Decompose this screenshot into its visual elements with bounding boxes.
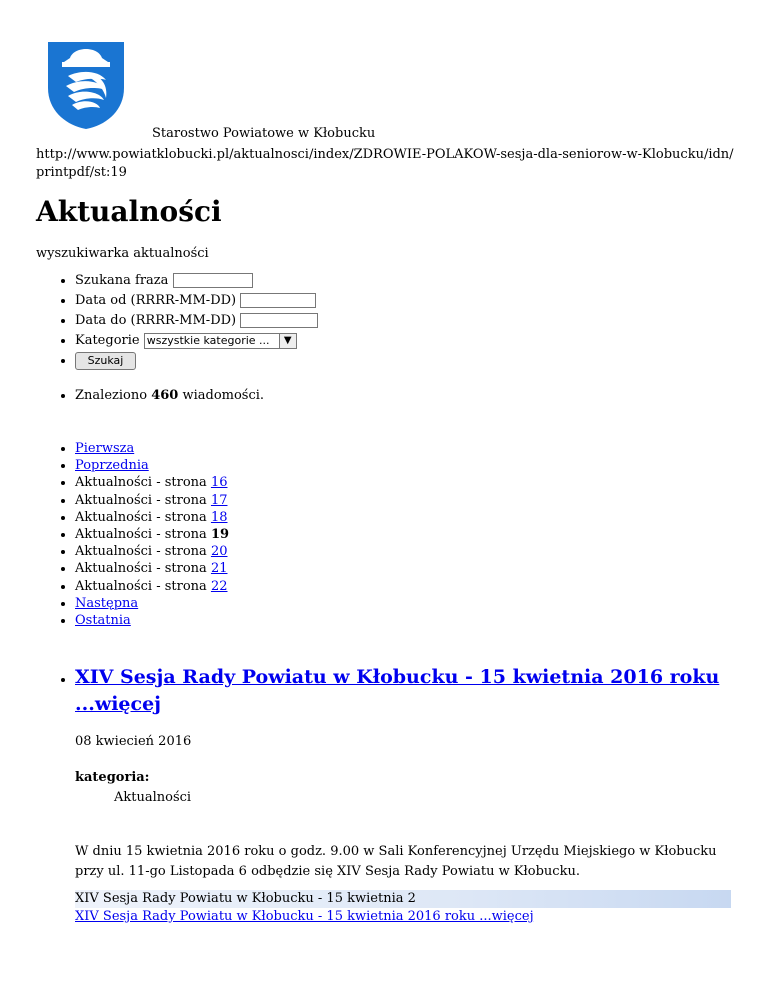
pager-page-prefix: Aktualności - strona xyxy=(75,578,207,594)
article-footer-item xyxy=(75,908,534,926)
pager-page-link[interactable]: 21 xyxy=(210,561,228,577)
article-category-label: kategoria: xyxy=(75,770,150,785)
pager-item xyxy=(75,560,229,577)
article-description: W dniu 15 kwietnia 2016 roku o godz. 9.00 w Sali Konferencyjnej Urzędu Miejskiego w Kłobucku przy ul. 11-go Listopada 6 odbędzie się XIV Sesja Rady Powiatu w Kłobucku. xyxy=(75,844,717,879)
pager-item xyxy=(75,474,229,491)
date-from-row xyxy=(75,291,675,311)
search-phrase-label: Szukana fraza xyxy=(75,273,169,288)
pager-page-link[interactable]: 22 xyxy=(210,578,228,594)
pager-page-prefix: Aktualności - strona xyxy=(75,561,207,577)
coat-of-arms-icon xyxy=(46,40,126,130)
date-to-label: Data do (RRRR-MM-DD) xyxy=(75,313,237,328)
results-prefix: Znaleziono xyxy=(75,388,148,403)
pagination xyxy=(36,440,229,629)
pager-prev-link[interactable]: Poprzednia xyxy=(75,458,149,474)
pager-page-link[interactable]: 20 xyxy=(210,544,228,560)
pager-item xyxy=(75,578,229,595)
pager-item xyxy=(75,612,229,629)
pager-page-link[interactable]: 16 xyxy=(210,475,228,491)
category-select-value: wszystkie kategorie ... xyxy=(146,333,270,347)
pager-item xyxy=(75,543,229,560)
results-summary xyxy=(36,386,264,406)
article-title-link[interactable]: XIV Sesja Rady Powiatu w Kłobucku - 15 kwietnia 2016 roku ...więcej xyxy=(75,666,720,715)
article-image-caption: XIV Sesja Rady Powiatu w Kłobucku - 15 kwietnia 2 xyxy=(75,890,731,908)
pager-first-link[interactable]: Pierwsza xyxy=(75,441,135,456)
results-suffix: wiadomości. xyxy=(182,388,265,403)
search-phrase-input[interactable] xyxy=(173,273,253,288)
search-form xyxy=(36,271,675,371)
pager-item xyxy=(75,457,229,474)
article-item xyxy=(75,664,768,718)
date-to-input[interactable] xyxy=(240,313,318,328)
org-name: Starostwo Powiatowe w Kłobucku xyxy=(152,126,376,141)
pager-page-link[interactable]: 17 xyxy=(210,492,228,508)
date-to-row xyxy=(75,311,675,331)
pager-page-prefix: Aktualności - strona xyxy=(75,526,207,542)
article-title xyxy=(75,664,768,718)
date-from-label: Data od (RRRR-MM-DD) xyxy=(75,293,237,308)
search-button[interactable]: Szukaj xyxy=(75,352,136,370)
pager-next-link[interactable]: Następna xyxy=(75,595,139,611)
pager-page-prefix: Aktualności - strona xyxy=(75,475,207,491)
results-count: 460 xyxy=(151,388,179,403)
pager-current-page: 19 xyxy=(210,526,230,542)
category-row xyxy=(75,331,675,351)
article-date: 08 kwiecień 2016 xyxy=(75,734,192,749)
submit-row xyxy=(75,351,675,371)
pager-item xyxy=(75,526,229,543)
category-select[interactable] xyxy=(144,333,297,349)
article-category-value: Aktualności xyxy=(114,790,192,805)
pager-item xyxy=(75,595,229,612)
pager-page-prefix: Aktualności - strona xyxy=(75,544,207,560)
pager-item xyxy=(75,492,229,509)
pager-last-link[interactable]: Ostatnia xyxy=(75,612,131,628)
pager-page-prefix: Aktualności - strona xyxy=(75,509,207,525)
pager-item xyxy=(75,440,229,457)
category-label: Kategorie xyxy=(75,333,140,348)
pager-page-prefix: Aktualności - strona xyxy=(75,492,207,508)
results-item xyxy=(75,386,264,406)
pager-item xyxy=(75,509,229,526)
page-title: Aktualności xyxy=(36,195,222,228)
date-from-input[interactable] xyxy=(240,293,316,308)
pager-page-link[interactable]: 18 xyxy=(210,509,228,525)
article-footer-link[interactable]: XIV Sesja Rady Powiatu w Kłobucku - 15 kwietnia 2016 roku ...więcej xyxy=(75,909,534,924)
triangle-down-icon: ▼ xyxy=(279,334,296,348)
search-phrase-row xyxy=(75,271,675,291)
page-url: http://www.powiatklobucki.pl/aktualnosci/index/ZDROWIE-POLAKOW-sesja-dla-seniorow-w-Klobucku/idn/printpdf/st:19 xyxy=(36,147,734,180)
search-label: wyszukiwarka aktualności xyxy=(36,246,209,261)
article-list xyxy=(36,664,768,718)
